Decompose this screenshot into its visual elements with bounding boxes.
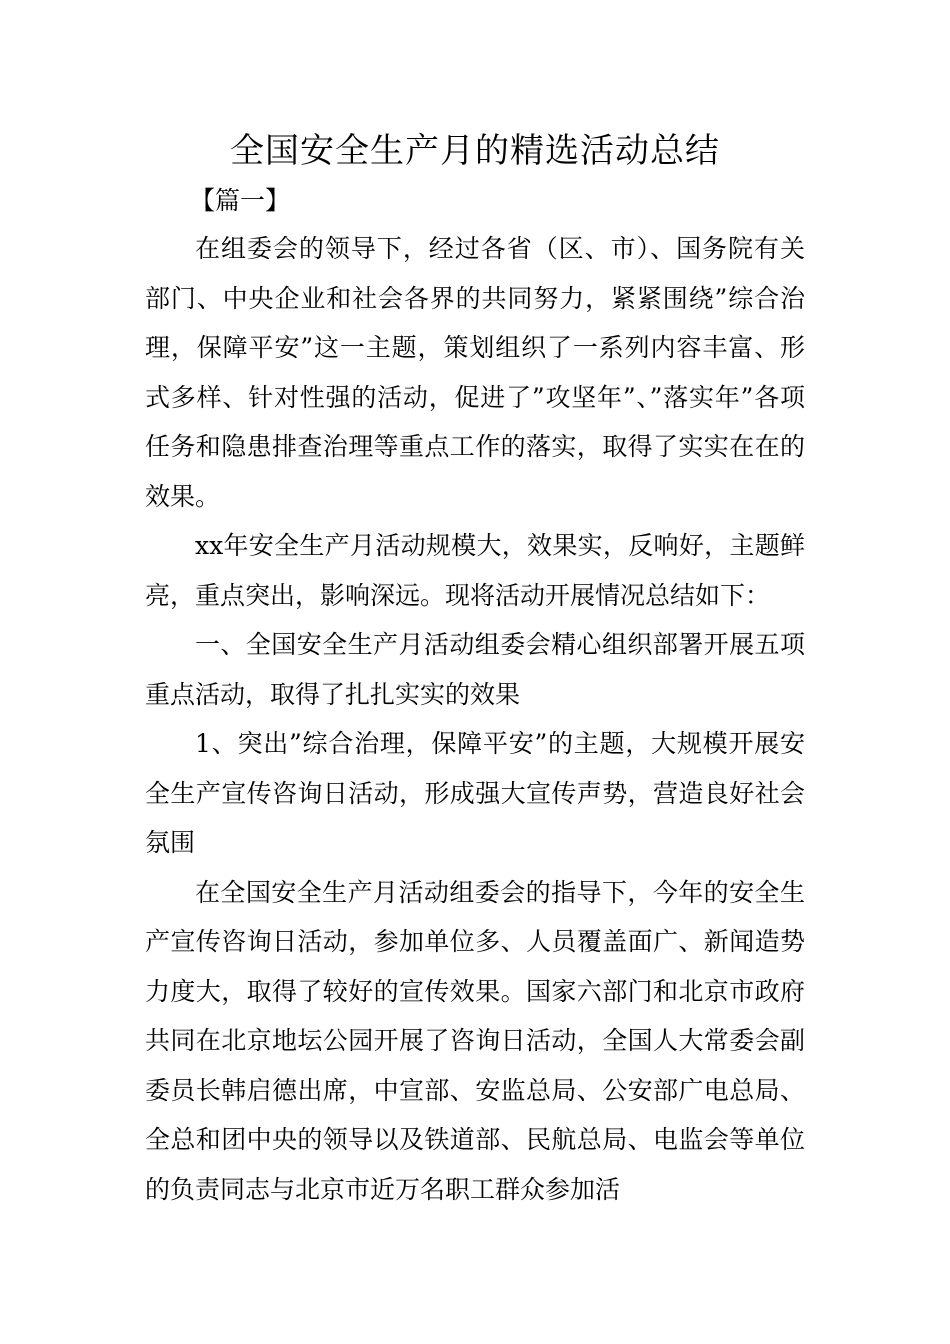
paragraph-section-one: 一、全国安全生产月活动组委会精心组织部署开展五项重点活动，取得了扎扎实实的效果 (145, 630, 805, 709)
document-body (145, 224, 805, 1214)
paragraph-item-one: 1、突出”综合治理，保障平安”的主题，大规模开展安全生产宣传咨询日活动，形成强大宣传声势，营造良好社会氛围 (145, 729, 805, 857)
paragraph-consultation-day: 在全国安全生产月活动组委会的指导下，今年的安全生产宣传咨询日活动，参加单位多、人员覆盖面广、新闻造势力度大，取得了较好的宣传效果。国家六部门和北京市政府共同在北京地坛公园开展了咨询日活动，全国人大常委会副委员长韩启德出席，中宣部、安监总局、公安部广电总局、全总和团中央的领导以及铁道部、民航总局、电监会等单位的负责同志与北京市近万名职工群众参加活 (145, 877, 805, 1204)
paragraph-overview: xx年安全生产月活动规模大，效果实，反响好，主题鲜亮，重点突出，影响深远。现将活动开展情况总结如下： (145, 531, 805, 610)
paragraph-intro: 在组委会的领导下，经过各省（区、市）、国务院有关部门、中央企业和社会各界的共同努力，紧紧围绕”综合治理，保障平安”这一主题，策划组织了一系列内容丰富、形式多样、针对性强的活动，促进了”攻坚年”、”落实年”各项任务和隐患排查治理等重点工作的落实，取得了实实在在的效果。 (145, 234, 805, 511)
document-title: 全国安全生产月的精选活动总结 (230, 131, 720, 171)
section-heading: 【篇一】 (190, 186, 291, 215)
